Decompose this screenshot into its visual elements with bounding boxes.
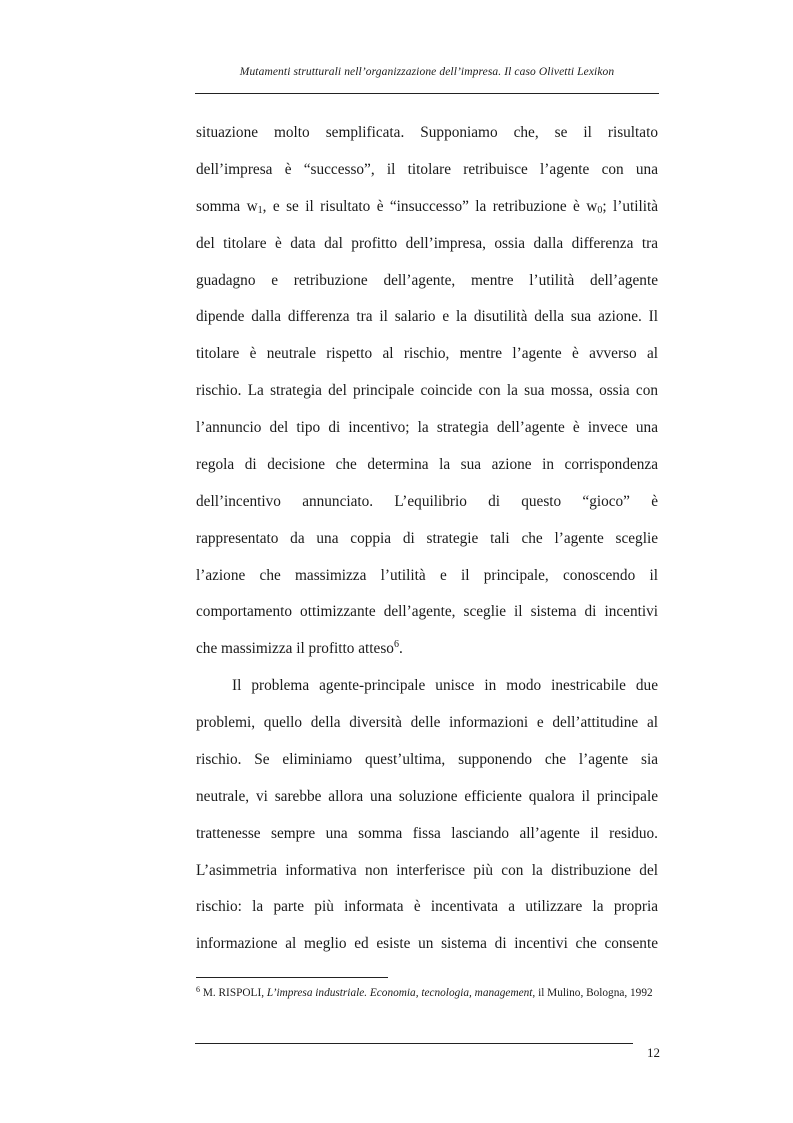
text-line: dell’impresa è “successo”, il titolare retribuisce l’agente con una — [196, 160, 658, 178]
footnote-publisher: , il Mulino, Bologna, 1992 — [532, 987, 653, 999]
text-line: problemi, quello della diversità delle informazioni e dell’attitudine al — [196, 714, 658, 731]
footnote-marker: 6 — [196, 985, 200, 994]
text-line: trattenesse sempre una somma fissa lasciando all’agente il residuo. — [196, 824, 658, 842]
text-line: del titolare è data dal profitto dell’impresa, ossia dalla differenza tra — [196, 234, 658, 252]
page-number: 12 — [647, 1045, 660, 1060]
text-line: situazione molto semplificata. Supponiamo che, se il risultato — [196, 124, 658, 141]
text-line: dipende dalla differenza tra il salario e la disutilità della sua azione. Il — [196, 308, 658, 326]
text-line: neutrale, vi sarebbe allora una soluzione efficiente qualora il principale — [196, 787, 658, 805]
footnote-title: L’impresa industriale. Economia, tecnologia, management — [266, 987, 533, 999]
running-header: Mutamenti strutturali nell’organizzazione dell’impresa. Il caso Olivetti Lexikon — [239, 66, 615, 78]
text-line — [196, 189, 658, 226]
footer-rule — [195, 1043, 633, 1044]
footnote-reference: 6 — [393, 639, 399, 651]
subscript: 1 — [257, 204, 263, 216]
text-line: rischio: la parte più informata è incentivata a utilizzare la propria — [196, 898, 658, 916]
text-fragment: , e se il risultato è “insuccesso” la retribuzione è w — [262, 197, 598, 215]
text-line: rappresentato da una coppia di strategie tali che l’agente sceglie — [196, 529, 658, 547]
footnote-author: M. RISPOLI, — [200, 987, 267, 999]
body-text — [196, 115, 658, 963]
text-fragment: . — [398, 640, 403, 658]
subscript: 0 — [597, 204, 603, 216]
text-line: Il problema agente-principale unisce in modo inestricabile due — [232, 677, 658, 695]
text-line: l’azione che massimizza l’utilità e il principale, conoscendo il — [196, 566, 658, 584]
header-rule — [195, 93, 659, 94]
text-line: L’asimmetria informativa non interferisce più con la distribuzione del — [196, 861, 658, 879]
text-line: titolare è neutrale rispetto al rischio, mentre l’agente è avverso al — [196, 345, 658, 363]
text-line — [196, 631, 658, 668]
text-line: regola di decisione che determina la sua azione in corrispondenza — [196, 455, 658, 473]
text-line: rischio. Se eliminiamo quest’ultima, supponendo che l’agente sia — [196, 750, 658, 768]
text-line: dell’incentivo annunciato. L’equilibrio di questo “gioco” è — [196, 492, 658, 510]
text-line: rischio. La strategia del principale coincide con la sua mossa, ossia con — [196, 382, 658, 400]
text-line: informazione al meglio ed esiste un sistema di incentivi che consente — [196, 935, 658, 953]
text-fragment: ; l’utilità — [602, 197, 659, 215]
text-fragment: somma w — [196, 197, 258, 215]
footnote — [196, 986, 659, 1001]
text-fragment: che massimizza il profitto atteso — [196, 640, 394, 658]
text-line: comportamento ottimizzante dell’agente, sceglie il sistema di incentivi — [196, 603, 658, 621]
footnote-rule — [196, 977, 388, 978]
text-line: l’annuncio del tipo di incentivo; la strategia dell’agente è invece una — [196, 419, 658, 436]
text-line: guadagno e retribuzione dell’agente, mentre l’utilità dell’agente — [196, 271, 658, 289]
